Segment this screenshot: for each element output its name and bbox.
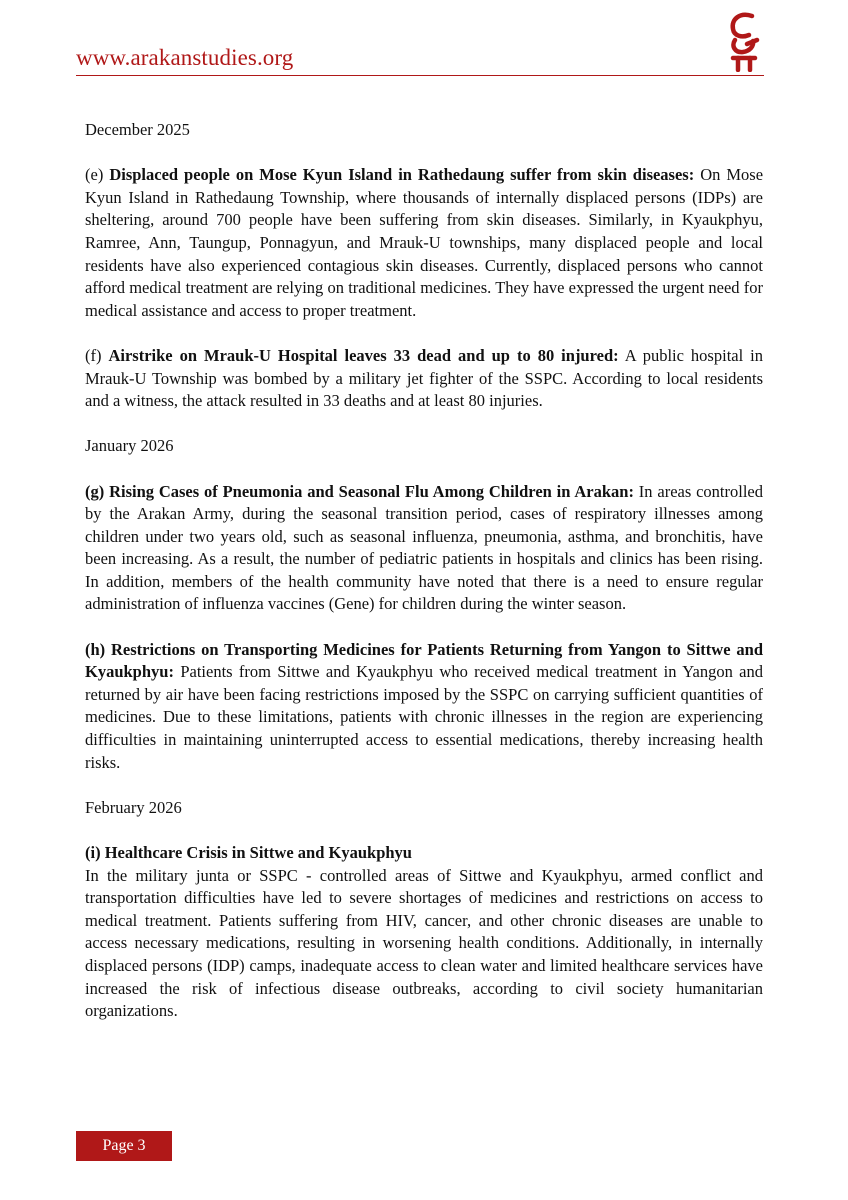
document-body [85, 119, 763, 1045]
entry-h-body: Patients from Sittwe and Kyaukphyu who received medical treatment in Yangon and returned by air have been facing restrictions imposed by the SSPC on carrying sufficient quantities of medicines. Due to these limitations, patients with chronic illnesses in the region are experiencing difficulties in maintaining uninterrupted access to essential medications, thereby increasing health risks. [85, 662, 764, 772]
entry-e-marker: (e) [85, 165, 104, 185]
section-date-december: December 2025 [85, 120, 190, 139]
entry-e-title: Displaced people on Mose Kyun Island in Rathedaung suffer from skin diseases: [109, 165, 695, 185]
arakan-studies-logo-icon [726, 10, 762, 72]
entry-f-title: Airstrike on Mrauk-U Hospital leaves 33 dead and up to 80 injured: [108, 345, 619, 365]
entry-f [85, 345, 763, 413]
header-divider [76, 75, 764, 76]
entry-e-body: On Mose Kyun Island in Rathedaung Township, where thousands of internally displaced persons (IDPs) are sheltering, around 700 people have been suffering from skin diseases. Similarly, in Kyaukphyu, Ramree, Ann, Taungup, Ponnagyun, and Mrauk-U townships, many displaced people and local residents have also experienced contagious skin diseases. Currently, displaced persons who cannot afford medical treatment are relying on traditional medicines. They have expressed the urgent need for medical assistance and access to proper treatment. [85, 165, 764, 320]
entry-g [85, 481, 763, 617]
entry-h [85, 639, 763, 775]
section-date-february: February 2026 [85, 797, 182, 817]
site-url-link[interactable]: www.arakanstudies.org [76, 45, 294, 70]
page-number-badge: Page 3 [76, 1131, 172, 1161]
entry-i-title: (i) Healthcare Crisis in Sittwe and Kyaukphyu [85, 843, 412, 862]
entry-g-body: In areas controlled by the Arakan Army, during the seasonal transition period, cases of respiratory illnesses among children under two years old, such as seasonal influenza, pneumonia, asthma, and bronchitis, have been increasing. As a result, the number of pediatric patients in hospitals and clinics has been rising. In addition, members of the health community have noted that there is a need to ensure regular administration of influenza vaccines (Gene) for children during the winter season. [85, 481, 764, 614]
entry-h-title: (h) Restrictions on Transporting Medicines for Patients Returning from Yangon to Sittwe and Kyaukphyu: [85, 639, 763, 682]
entry-i-body: In the military junta or SSPC - controlled areas of Sittwe and Kyaukphyu, armed conflict and transportation difficulties have led to severe shortages of medicines and restrictions on access to medical treatment. Patients suffering from HIV, cancer, and other chronic diseases are unable to access necessary medications, resulting in worsening health conditions. Additionally, in internally displaced persons (IDP) camps, inadequate access to clean water and limited healthcare services have increased the risk of infectious disease outbreaks, according to civil society humanitarian organizations. [85, 865, 763, 1021]
entry-g-title: (g) Rising Cases of Pneumonia and Seasonal Flu Among Children in Arakan: [85, 481, 634, 501]
section-date-january: January 2026 [85, 436, 174, 456]
entry-f-marker: (f) [85, 345, 102, 365]
entry-e [85, 164, 763, 322]
entry-f-body: A public hospital in Mrauk-U Township was bombed by a military jet fighter of the SSPC. According to local residents and a witness, the attack resulted in 33 deaths and at least 80 injuries. [85, 345, 764, 411]
